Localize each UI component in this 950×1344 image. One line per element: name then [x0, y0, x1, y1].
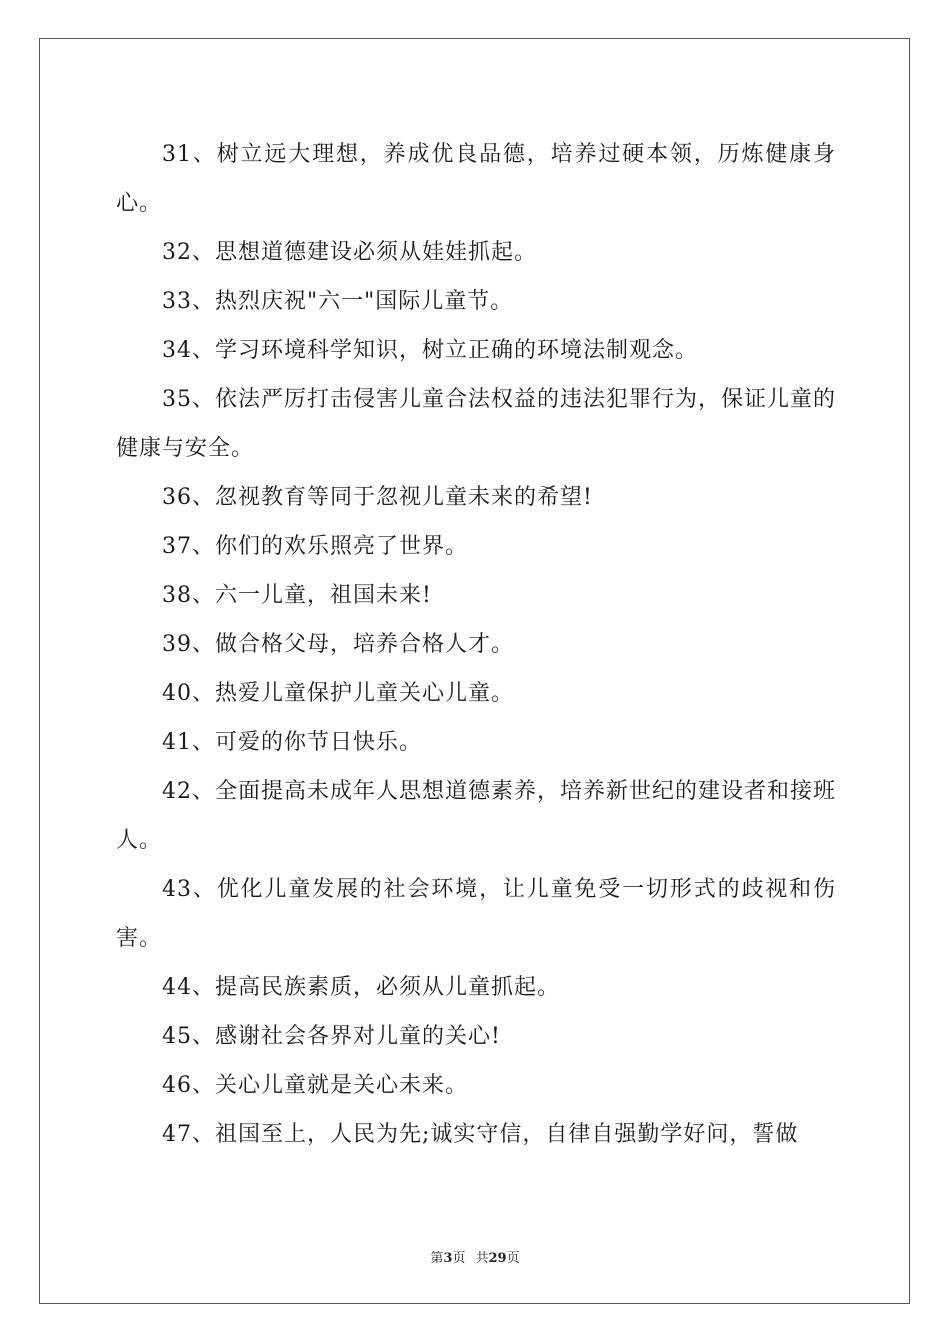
document-body [116, 130, 836, 1159]
paragraph-34: 34、学习环境科学知识，树立正确的环境法制观念。 [162, 338, 698, 363]
paragraph-37: 37、你们的欢乐照亮了世界。 [162, 534, 468, 559]
total-page-count: 29 [488, 1251, 507, 1266]
total-suffix: 页 [506, 1251, 520, 1266]
current-page-number: 3 [443, 1251, 453, 1266]
paragraph-40: 40、热爱儿童保护儿童关心儿童。 [162, 681, 514, 706]
paragraph-35: 35、依法严厉打击侵害儿童合法权益的违法犯罪行为，保证儿童的健康与安全。 [116, 387, 836, 461]
paragraph-39: 39、做合格父母，培养合格人才。 [162, 632, 514, 657]
paragraph-44: 44、提高民族素质，必须从儿童抓起。 [162, 975, 560, 1000]
total-prefix: 共 [475, 1251, 489, 1266]
paragraph-32: 32、思想道德建设必须从娃娃抓起。 [162, 240, 537, 265]
paragraph-38: 38、六一儿童，祖国未来! [162, 583, 432, 608]
paragraph-41: 41、可爱的你节日快乐。 [162, 730, 422, 755]
paragraph-43: 43、优化儿童发展的社会环境，让儿童免受一切形式的歧视和伤害。 [116, 877, 836, 951]
paragraph-33: 33、热烈庆祝"六一"国际儿童节。 [162, 289, 514, 314]
page-footer [0, 1247, 950, 1266]
paragraph-47: 47、祖国至上，人民为先;诚实守信，自律自强勤学好问，誓做 [162, 1122, 799, 1147]
paragraph-46: 46、关心儿童就是关心未来。 [162, 1073, 468, 1098]
paragraph-42: 42、全面提高未成年人思想道德素养，培养新世纪的建设者和接班人。 [116, 779, 836, 853]
page-suffix: 页 [452, 1251, 466, 1266]
paragraph-36: 36、忽视教育等同于忽视儿童未来的希望! [162, 485, 593, 510]
page-prefix: 第 [430, 1251, 444, 1266]
paragraph-31: 31、树立远大理想，养成优良品德，培养过硬本领，历炼健康身心。 [116, 142, 836, 216]
paragraph-45: 45、感谢社会各界对儿童的关心! [162, 1024, 501, 1049]
